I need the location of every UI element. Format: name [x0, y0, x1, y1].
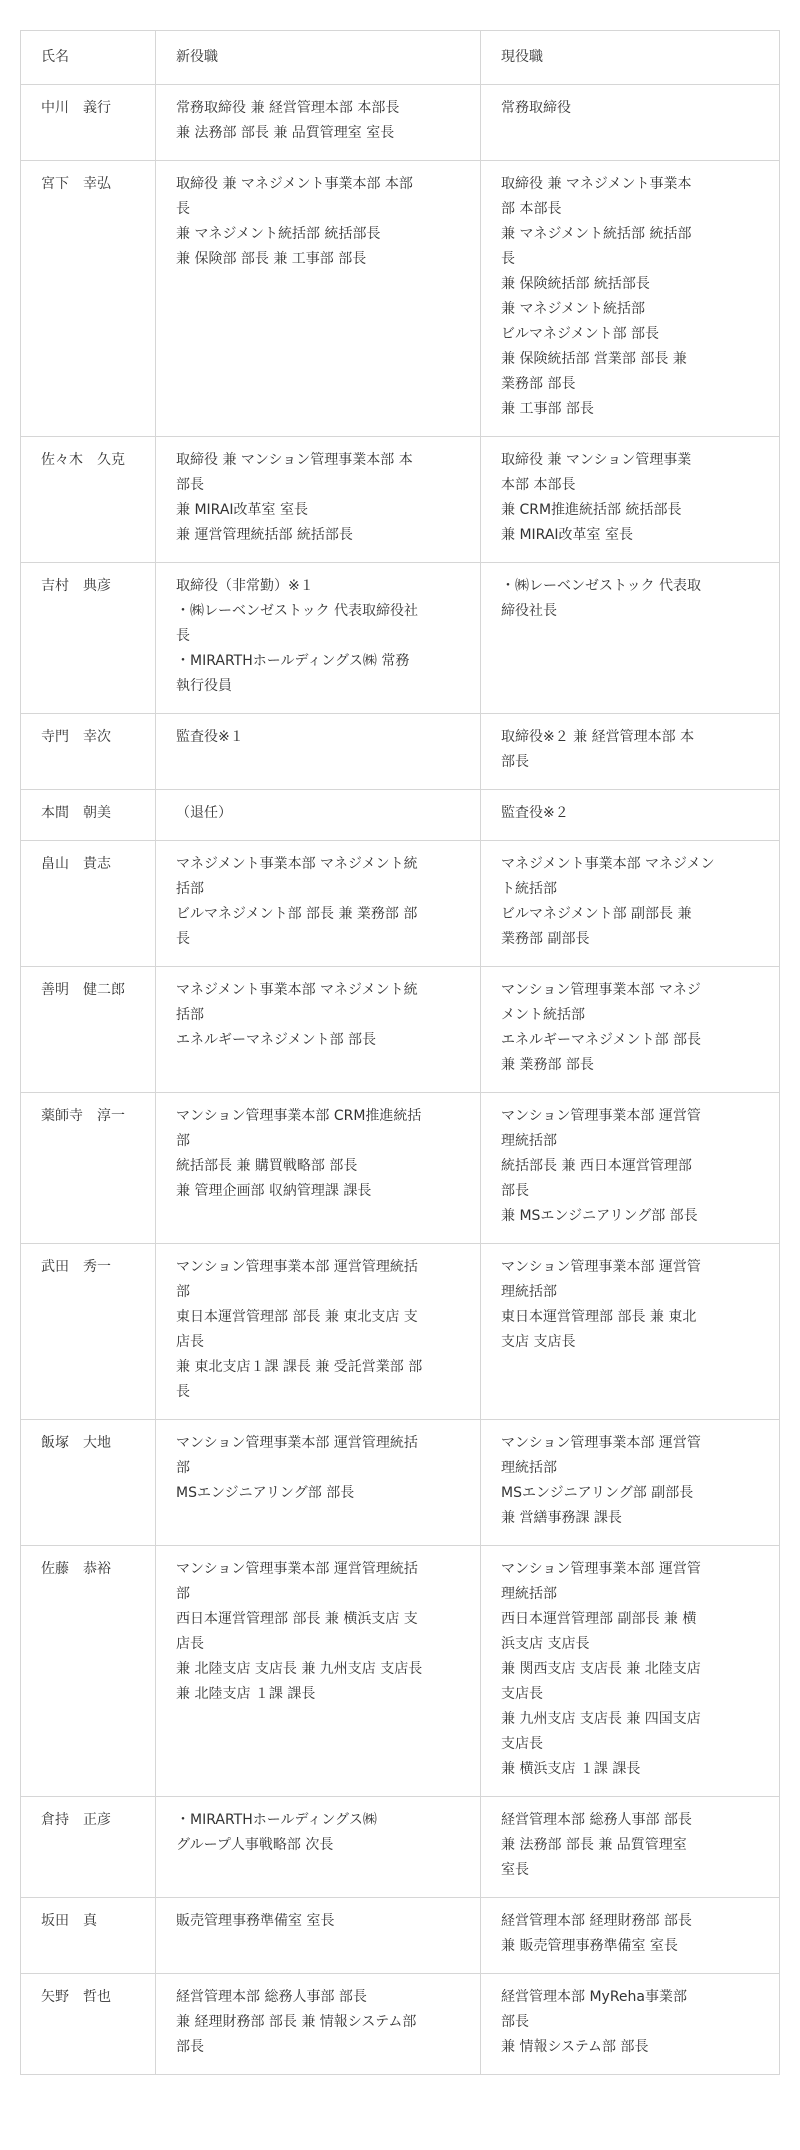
new-position-cell [156, 563, 481, 714]
personnel-table [20, 30, 780, 2075]
new-position-line: マンション管理事業本部 CRM推進統括 [176, 1108, 422, 1124]
current-position-line: マンション管理事業本部 運営管 [501, 1108, 701, 1124]
new-position-line: 部 [176, 1460, 190, 1476]
current-position-line: 兼 保険統括部 統括部長 [501, 276, 650, 292]
new-position-line: 兼 経理財務部 部長 兼 情報システム部 [176, 2014, 417, 2030]
person-name: 吉村 典彦 [21, 563, 156, 714]
header-new-position: 新役職 [156, 31, 481, 85]
new-position-line: ・MIRARTHホールディングス㈱ [176, 1812, 377, 1828]
person-name: 佐藤 恭裕 [21, 1546, 156, 1797]
current-position-line: マネジメント事業本部 マネジメン [501, 856, 715, 872]
current-position-cell [481, 85, 780, 161]
new-position-line: 監査役※１ [176, 729, 244, 745]
current-position-line: 兼 CRM推進統括部 統括部長 [501, 502, 682, 518]
new-position-cell [156, 437, 481, 563]
current-position-line: 西日本運営管理部 副部長 兼 横 [501, 1611, 697, 1627]
current-position-line: 兼 MSエンジニアリング部 部長 [501, 1208, 698, 1224]
new-position-line: 部長 [176, 2039, 204, 2055]
table-row [21, 1244, 780, 1420]
current-position-line: 部 本部長 [501, 201, 562, 217]
new-position-line: 東日本運営管理部 部長 兼 東北支店 支 [176, 1309, 418, 1325]
current-position-line: 業務部 副部長 [501, 931, 590, 947]
new-position-line: 販売管理事務準備室 室長 [176, 1913, 335, 1929]
new-position-cell [156, 841, 481, 967]
new-position-line: 長 [176, 931, 190, 947]
current-position-line: 部長 [501, 2014, 529, 2030]
person-name: 中川 義行 [21, 85, 156, 161]
person-name: 善明 健二郎 [21, 967, 156, 1093]
current-position-line: 理統括部 [501, 1133, 557, 1149]
current-position-line: 理統括部 [501, 1284, 557, 1300]
person-name: 宮下 幸弘 [21, 161, 156, 437]
person-name: 飯塚 大地 [21, 1420, 156, 1546]
table-row [21, 437, 780, 563]
person-name: 佐々木 久克 [21, 437, 156, 563]
table-body [21, 85, 780, 2075]
new-position-line: 取締役 兼 マンション管理事業本部 本 [176, 452, 413, 468]
person-name: 倉持 正彦 [21, 1797, 156, 1898]
current-position-line: 兼 業務部 部長 [501, 1057, 594, 1073]
current-position-line: 兼 マネジメント統括部 [501, 301, 646, 317]
header-name: 氏名 [21, 31, 156, 85]
new-position-cell [156, 790, 481, 841]
table-row [21, 967, 780, 1093]
current-position-line: 兼 営繕事務課 課長 [501, 1510, 622, 1526]
new-position-cell [156, 1974, 481, 2075]
current-position-line: 兼 販売管理事務準備室 室長 [501, 1938, 678, 1954]
new-position-line: マンション管理事業本部 運営管理統括 [176, 1435, 418, 1451]
new-position-cell [156, 1420, 481, 1546]
current-position-line: ビルマネジメント部 副部長 兼 [501, 906, 692, 922]
current-position-cell [481, 437, 780, 563]
current-position-cell [481, 161, 780, 437]
new-position-line: 兼 管理企画部 収納管理課 課長 [176, 1183, 372, 1199]
current-position-line: 兼 MIRAI改革室 室長 [501, 527, 633, 543]
new-position-line: 兼 法務部 部長 兼 品質管理室 室長 [176, 125, 395, 141]
new-position-line: 兼 MIRAI改革室 室長 [176, 502, 308, 518]
current-position-line: 支店長 [501, 1736, 543, 1752]
current-position-cell [481, 790, 780, 841]
current-position-line: 浜支店 支店長 [501, 1636, 590, 1652]
new-position-line: マンション管理事業本部 運営管理統括 [176, 1259, 418, 1275]
new-position-line: 長 [176, 628, 190, 644]
table-row [21, 1546, 780, 1797]
new-position-line: MSエンジニアリング部 部長 [176, 1485, 355, 1501]
new-position-line: 西日本運営管理部 部長 兼 横浜支店 支 [176, 1611, 418, 1627]
new-position-line: 経営管理本部 総務人事部 部長 [176, 1989, 367, 2005]
current-position-line: 兼 マネジメント統括部 統括部 [501, 226, 692, 242]
new-position-line: 執行役員 [176, 678, 232, 694]
new-position-line: 部 [176, 1284, 190, 1300]
current-position-line: マンション管理事業本部 マネジ [501, 982, 701, 998]
current-position-line: 部長 [501, 754, 529, 770]
current-position-line: マンション管理事業本部 運営管 [501, 1561, 701, 1577]
new-position-cell [156, 161, 481, 437]
current-position-line: 理統括部 [501, 1460, 557, 1476]
new-position-line: ビルマネジメント部 部長 兼 業務部 部 [176, 906, 418, 922]
current-position-cell [481, 1244, 780, 1420]
current-position-line: 経営管理本部 MyReha事業部 [501, 1989, 687, 2005]
current-position-cell [481, 967, 780, 1093]
current-position-line: 取締役 兼 マネジメント事業本 [501, 176, 692, 192]
table-row [21, 85, 780, 161]
new-position-line: ・㈱レーベンゼストック 代表取締役社 [176, 603, 419, 619]
current-position-line: 支店 支店長 [501, 1334, 576, 1350]
table-row [21, 1797, 780, 1898]
current-position-line: 取締役 兼 マンション管理事業 [501, 452, 692, 468]
current-position-line: 統括部長 兼 西日本運営管理部 [501, 1158, 692, 1174]
new-position-cell [156, 85, 481, 161]
current-position-line: 兼 工事部 部長 [501, 401, 594, 417]
header-current-position: 現役職 [481, 31, 780, 85]
person-name: 武田 秀一 [21, 1244, 156, 1420]
current-position-line: マンション管理事業本部 運営管 [501, 1259, 701, 1275]
table-row [21, 714, 780, 790]
new-position-line: 部 [176, 1586, 190, 1602]
current-position-line: 監査役※２ [501, 805, 569, 821]
person-name: 矢野 哲也 [21, 1974, 156, 2075]
current-position-cell [481, 1093, 780, 1244]
new-position-line: 取締役（非常勤）※１ [176, 578, 314, 594]
current-position-line: 兼 関西支店 支店長 兼 北陸支店 [501, 1661, 701, 1677]
new-position-line: 部 [176, 1133, 190, 1149]
current-position-line: ト統括部 [501, 881, 557, 897]
person-name: 薬師寺 淳一 [21, 1093, 156, 1244]
new-position-line: グループ人事戦略部 次長 [176, 1837, 334, 1853]
current-position-line: 長 [501, 251, 515, 267]
current-position-line: 取締役※２ 兼 経営管理本部 本 [501, 729, 695, 745]
table-header [21, 31, 780, 85]
current-position-line: 支店長 [501, 1686, 543, 1702]
new-position-line: 統括部長 兼 購買戦略部 部長 [176, 1158, 358, 1174]
current-position-line: 理統括部 [501, 1586, 557, 1602]
table-row [21, 1974, 780, 2075]
new-position-line: 部長 [176, 477, 204, 493]
current-position-cell [481, 1420, 780, 1546]
table-row [21, 1093, 780, 1244]
new-position-line: ・MIRARTHホールディングス㈱ 常務 [176, 653, 410, 669]
current-position-cell [481, 1797, 780, 1898]
current-position-cell [481, 841, 780, 967]
new-position-line: 括部 [176, 1007, 204, 1023]
new-position-line: 兼 運営管理統括部 統括部長 [176, 527, 353, 543]
person-name: 畠山 貴志 [21, 841, 156, 967]
current-position-cell [481, 1974, 780, 2075]
current-position-line: 経営管理本部 経理財務部 部長 [501, 1913, 692, 1929]
header-row [21, 31, 780, 85]
current-position-line: 兼 横浜支店 １課 課長 [501, 1761, 641, 1777]
table-row [21, 563, 780, 714]
new-position-line: マンション管理事業本部 運営管理統括 [176, 1561, 418, 1577]
new-position-line: 兼 北陸支店 １課 課長 [176, 1686, 316, 1702]
new-position-cell [156, 1898, 481, 1974]
new-position-line: 兼 保険部 部長 兼 工事部 部長 [176, 251, 367, 267]
new-position-cell [156, 1093, 481, 1244]
new-position-cell [156, 967, 481, 1093]
table-row [21, 1420, 780, 1546]
current-position-line: メント統括部 [501, 1007, 585, 1023]
table-row [21, 1898, 780, 1974]
new-position-line: エネルギーマネジメント部 部長 [176, 1032, 377, 1048]
new-position-line: 店長 [176, 1334, 204, 1350]
current-position-line: 東日本運営管理部 部長 兼 東北 [501, 1309, 697, 1325]
personnel-table-container [20, 30, 779, 2075]
new-position-line: 店長 [176, 1636, 204, 1652]
current-position-line: 兼 情報システム部 部長 [501, 2039, 649, 2055]
current-position-line: 締役社長 [501, 603, 557, 619]
current-position-line: エネルギーマネジメント部 部長 [501, 1032, 702, 1048]
current-position-line: マンション管理事業本部 運営管 [501, 1435, 701, 1451]
new-position-cell [156, 1546, 481, 1797]
current-position-cell [481, 714, 780, 790]
new-position-line: 常務取締役 兼 経営管理本部 本部長 [176, 100, 400, 116]
current-position-line: 兼 九州支店 支店長 兼 四国支店 [501, 1711, 701, 1727]
current-position-line: 部長 [501, 1183, 529, 1199]
new-position-line: マネジメント事業本部 マネジメント統 [176, 856, 418, 872]
current-position-line: 業務部 部長 [501, 376, 576, 392]
person-name: 本間 朝美 [21, 790, 156, 841]
person-name: 坂田 真 [21, 1898, 156, 1974]
table-row [21, 161, 780, 437]
current-position-line: ビルマネジメント部 部長 [501, 326, 660, 342]
new-position-line: 取締役 兼 マネジメント事業本部 本部 [176, 176, 413, 192]
current-position-line: MSエンジニアリング部 副部長 [501, 1485, 694, 1501]
new-position-line: 長 [176, 1384, 190, 1400]
new-position-line: 兼 北陸支店 支店長 兼 九州支店 支店長 [176, 1661, 423, 1677]
new-position-line: 括部 [176, 881, 204, 897]
new-position-cell [156, 1244, 481, 1420]
current-position-line: 常務取締役 [501, 100, 571, 116]
current-position-cell [481, 1546, 780, 1797]
new-position-line: （退任） [176, 805, 232, 821]
current-position-line: 室長 [501, 1862, 529, 1878]
current-position-line: 兼 法務部 部長 兼 品質管理室 [501, 1837, 687, 1853]
current-position-line: 経営管理本部 総務人事部 部長 [501, 1812, 692, 1828]
table-row [21, 841, 780, 967]
new-position-cell [156, 1797, 481, 1898]
current-position-cell [481, 1898, 780, 1974]
new-position-cell [156, 714, 481, 790]
person-name: 寺門 幸次 [21, 714, 156, 790]
table-row [21, 790, 780, 841]
current-position-line: 本部 本部長 [501, 477, 576, 493]
new-position-line: 兼 マネジメント統括部 統括部長 [176, 226, 381, 242]
current-position-cell [481, 563, 780, 714]
new-position-line: 兼 東北支店１課 課長 兼 受託営業部 部 [176, 1359, 423, 1375]
new-position-line: 長 [176, 201, 190, 217]
current-position-line: 兼 保険統括部 営業部 部長 兼 [501, 351, 687, 367]
current-position-line: ・㈱レーベンゼストック 代表取 [501, 578, 702, 594]
new-position-line: マネジメント事業本部 マネジメント統 [176, 982, 418, 998]
